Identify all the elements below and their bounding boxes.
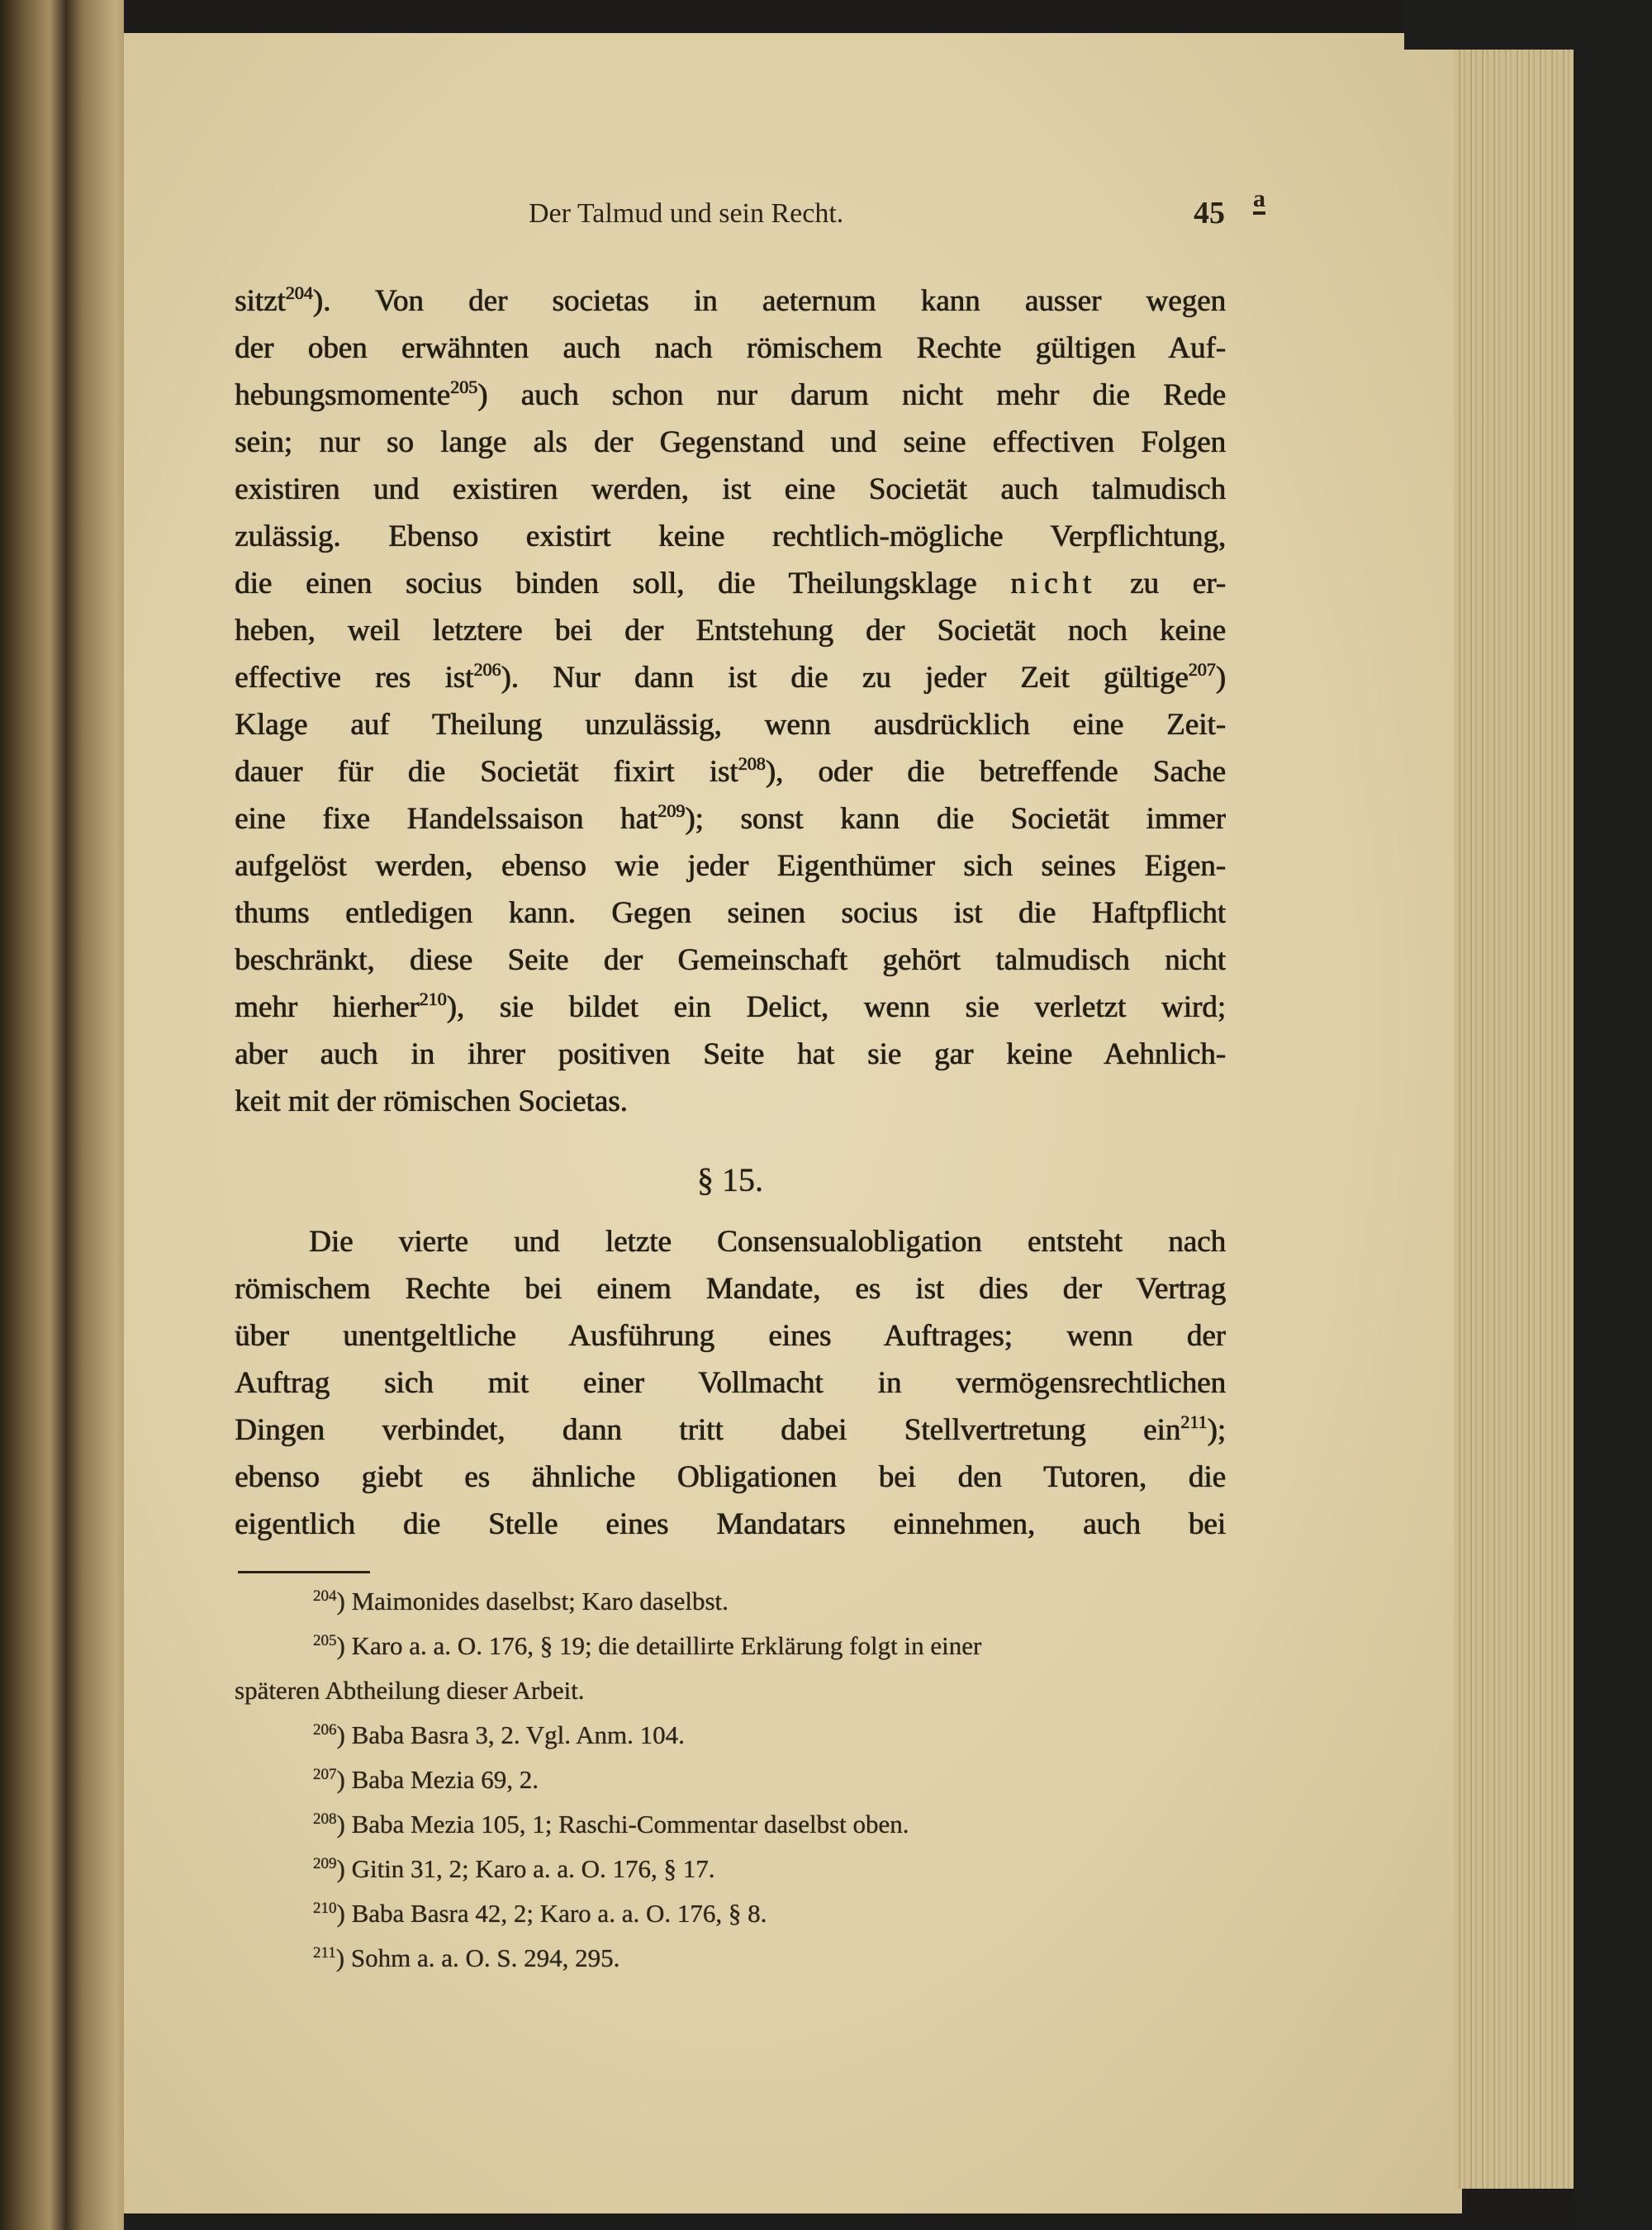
footnote-reference: 204 bbox=[285, 282, 313, 303]
footnote-reference: 205 bbox=[450, 377, 478, 397]
footnote-number: 207 bbox=[313, 1766, 337, 1783]
footnote-number: 211 bbox=[313, 1944, 336, 1962]
text-segment: ), oder die betreffende Sache bbox=[765, 755, 1226, 789]
text-segment: nicht bbox=[1010, 567, 1097, 600]
text-line bbox=[235, 1265, 1226, 1312]
footnote-text: ) Gitin 31, 2; Karo a. a. O. 176, § 17. bbox=[336, 1854, 715, 1883]
text-segment: die einen socius binden soll, die Theilungsklage bbox=[235, 567, 1011, 600]
signature-mark: a bbox=[1253, 187, 1265, 215]
running-title: Der Talmud und sein Recht. bbox=[529, 198, 844, 229]
text-segment: über unentgeltliche Ausführung eines Auftrages; wenn der bbox=[235, 1319, 1226, 1353]
footnotes bbox=[235, 1579, 1242, 1981]
text-segment: Klage auf Theilung unzulässig, wenn ausdrücklich eine Zeit- bbox=[235, 708, 1226, 742]
text-segment: heben, weil letztere bei der Entstehung der Societät noch keine bbox=[235, 614, 1226, 648]
footnote-text: späteren Abtheilung dieser Arbeit. bbox=[235, 1676, 585, 1705]
footnote bbox=[235, 1936, 1242, 1981]
page-number: 45 bbox=[1194, 196, 1225, 230]
footnote-reference: 209 bbox=[657, 800, 686, 821]
text-line bbox=[235, 654, 1226, 701]
footnote bbox=[235, 1668, 1242, 1713]
text-segment: Dingen verbindet, dann tritt dabei Stellvertretung ein bbox=[235, 1413, 1181, 1447]
text-segment: existiren und existiren werden, ist eine Societät auch talmudisch bbox=[235, 472, 1226, 506]
text-segment: ). Nur dann ist die zu jeder Zeit gültige bbox=[501, 661, 1189, 695]
text-line bbox=[235, 607, 1226, 654]
footnote-number: 205 bbox=[313, 1632, 337, 1649]
text-segment: der oben erwähnten auch nach römischem Rechte gültigen Auf- bbox=[235, 331, 1226, 365]
paragraph-2 bbox=[235, 1218, 1226, 1548]
text-segment: ) bbox=[1215, 661, 1226, 695]
text-segment: ebenso giebt es ähnliche Obligationen bei den Tutoren, die bbox=[235, 1460, 1226, 1494]
footnote-text: ) Karo a. a. O. 176, § 19; die detaillirte Erklärung folgt in einer bbox=[336, 1631, 982, 1660]
page-edges bbox=[1454, 41, 1578, 2189]
footnote-number: 206 bbox=[313, 1721, 337, 1739]
footnote-rule bbox=[238, 1571, 370, 1573]
text-segment: thums entledigen kann. Gegen seinen socius ist die Haftpflicht bbox=[235, 896, 1226, 930]
text-segment: zu er- bbox=[1096, 567, 1226, 600]
text-line bbox=[235, 1031, 1226, 1078]
text-line bbox=[235, 842, 1226, 890]
text-segment: ). Von der societas in aeternum kann ausser wegen bbox=[312, 284, 1226, 318]
text-line bbox=[235, 1359, 1226, 1407]
text-line bbox=[235, 1407, 1226, 1454]
text-line bbox=[235, 1218, 1226, 1265]
footnote bbox=[235, 1624, 1242, 1668]
text-segment: beschränkt, diese Seite der Gemeinschaft gehört talmudisch nicht bbox=[235, 943, 1226, 977]
text-segment: aufgelöst werden, ebenso wie jeder Eigenthümer sich seines Eigen- bbox=[235, 849, 1226, 883]
text-segment: ) auch schon nur darum nicht mehr die Rede bbox=[477, 378, 1226, 412]
text-line bbox=[235, 466, 1226, 513]
footnote-reference: 211 bbox=[1180, 1412, 1208, 1432]
footnote-text: ) Maimonides daselbst; Karo daselbst. bbox=[336, 1587, 729, 1616]
text-segment: effective res ist bbox=[235, 661, 474, 695]
text-segment: sitzt bbox=[235, 284, 286, 318]
footnote bbox=[235, 1847, 1242, 1891]
footnote bbox=[235, 1891, 1242, 1936]
text-line bbox=[235, 372, 1226, 419]
text-segment: eigentlich die Stelle eines Mandatars einnehmen, auch bei bbox=[235, 1507, 1226, 1541]
text-segment: mehr hierher bbox=[235, 990, 420, 1024]
footnote-number: 210 bbox=[313, 1900, 337, 1917]
page-header bbox=[231, 185, 1272, 240]
text-line bbox=[235, 1454, 1226, 1501]
text-line bbox=[235, 984, 1226, 1031]
text-segment: Die vierte und letzte Consensualobligation entsteht nach bbox=[309, 1225, 1226, 1259]
text-segment: eine fixe Handelssaison hat bbox=[235, 802, 658, 836]
text-segment: römischem Rechte bei einem Mandate, es ist dies der Vertrag bbox=[235, 1272, 1226, 1306]
footnote-text: ) Sohm a. a. O. S. 294, 295. bbox=[335, 1943, 620, 1972]
footnote bbox=[235, 1713, 1242, 1758]
text-line bbox=[235, 1312, 1226, 1359]
text-segment: Auftrag sich mit einer Vollmacht in vermögensrechtlichen bbox=[235, 1366, 1226, 1400]
footnote-text: ) Baba Mezia 69, 2. bbox=[336, 1765, 539, 1794]
text-segment: zulässig. Ebenso existirt keine rechtlich-mögliche Verpflichtung, bbox=[235, 520, 1226, 553]
text-line bbox=[235, 560, 1226, 607]
text-segment: sein; nur so lange als der Gegenstand und seine effectiven Folgen bbox=[235, 425, 1226, 459]
text-line bbox=[235, 419, 1226, 466]
text-segment: keit mit der römischen Societas. bbox=[235, 1084, 628, 1118]
text-line bbox=[235, 795, 1226, 842]
text-segment: dauer für die Societät fixirt ist bbox=[235, 755, 738, 789]
text-segment: aber auch in ihrer positiven Seite hat sie gar keine Aehnlich- bbox=[235, 1037, 1226, 1071]
book-spine-left bbox=[0, 0, 124, 2230]
text-line bbox=[235, 325, 1226, 372]
footnote bbox=[235, 1758, 1242, 1802]
text-segment: hebungsmomente bbox=[235, 378, 451, 412]
book-cover-edge bbox=[1574, 0, 1652, 2230]
text-line bbox=[235, 937, 1226, 984]
text-line bbox=[235, 748, 1226, 795]
text-line bbox=[235, 890, 1226, 937]
footnote bbox=[235, 1579, 1242, 1624]
footnote-text: ) Baba Mezia 105, 1; Raschi-Commentar daselbst oben. bbox=[336, 1810, 909, 1839]
text-segment: ); sonst kann die Societät immer bbox=[685, 802, 1226, 836]
text-line bbox=[235, 513, 1226, 560]
footnote-number: 204 bbox=[313, 1587, 337, 1605]
cover-top bbox=[1404, 0, 1652, 50]
footnote-reference: 210 bbox=[419, 989, 447, 1009]
text-segment: ); bbox=[1207, 1413, 1226, 1447]
text-segment: ), sie bildet ein Delict, wenn sie verletzt wird; bbox=[446, 990, 1226, 1024]
footnote-number: 209 bbox=[313, 1855, 337, 1872]
footnote-text: ) Baba Basra 42, 2; Karo a. a. O. 176, § 8. bbox=[336, 1899, 767, 1928]
text-line bbox=[235, 701, 1226, 748]
footnote-number: 208 bbox=[313, 1810, 337, 1828]
text-line bbox=[235, 1501, 1226, 1548]
section-heading: § 15. bbox=[697, 1161, 763, 1198]
text-line bbox=[235, 278, 1226, 325]
text-line bbox=[235, 1078, 1226, 1125]
footnote-reference: 206 bbox=[473, 659, 501, 680]
paragraph-1 bbox=[235, 278, 1226, 1125]
footnote-reference: 208 bbox=[738, 753, 766, 774]
footnote-text: ) Baba Basra 3, 2. Vgl. Anm. 104. bbox=[336, 1720, 685, 1749]
footnote-reference: 207 bbox=[1188, 659, 1216, 680]
footnote bbox=[235, 1802, 1242, 1847]
